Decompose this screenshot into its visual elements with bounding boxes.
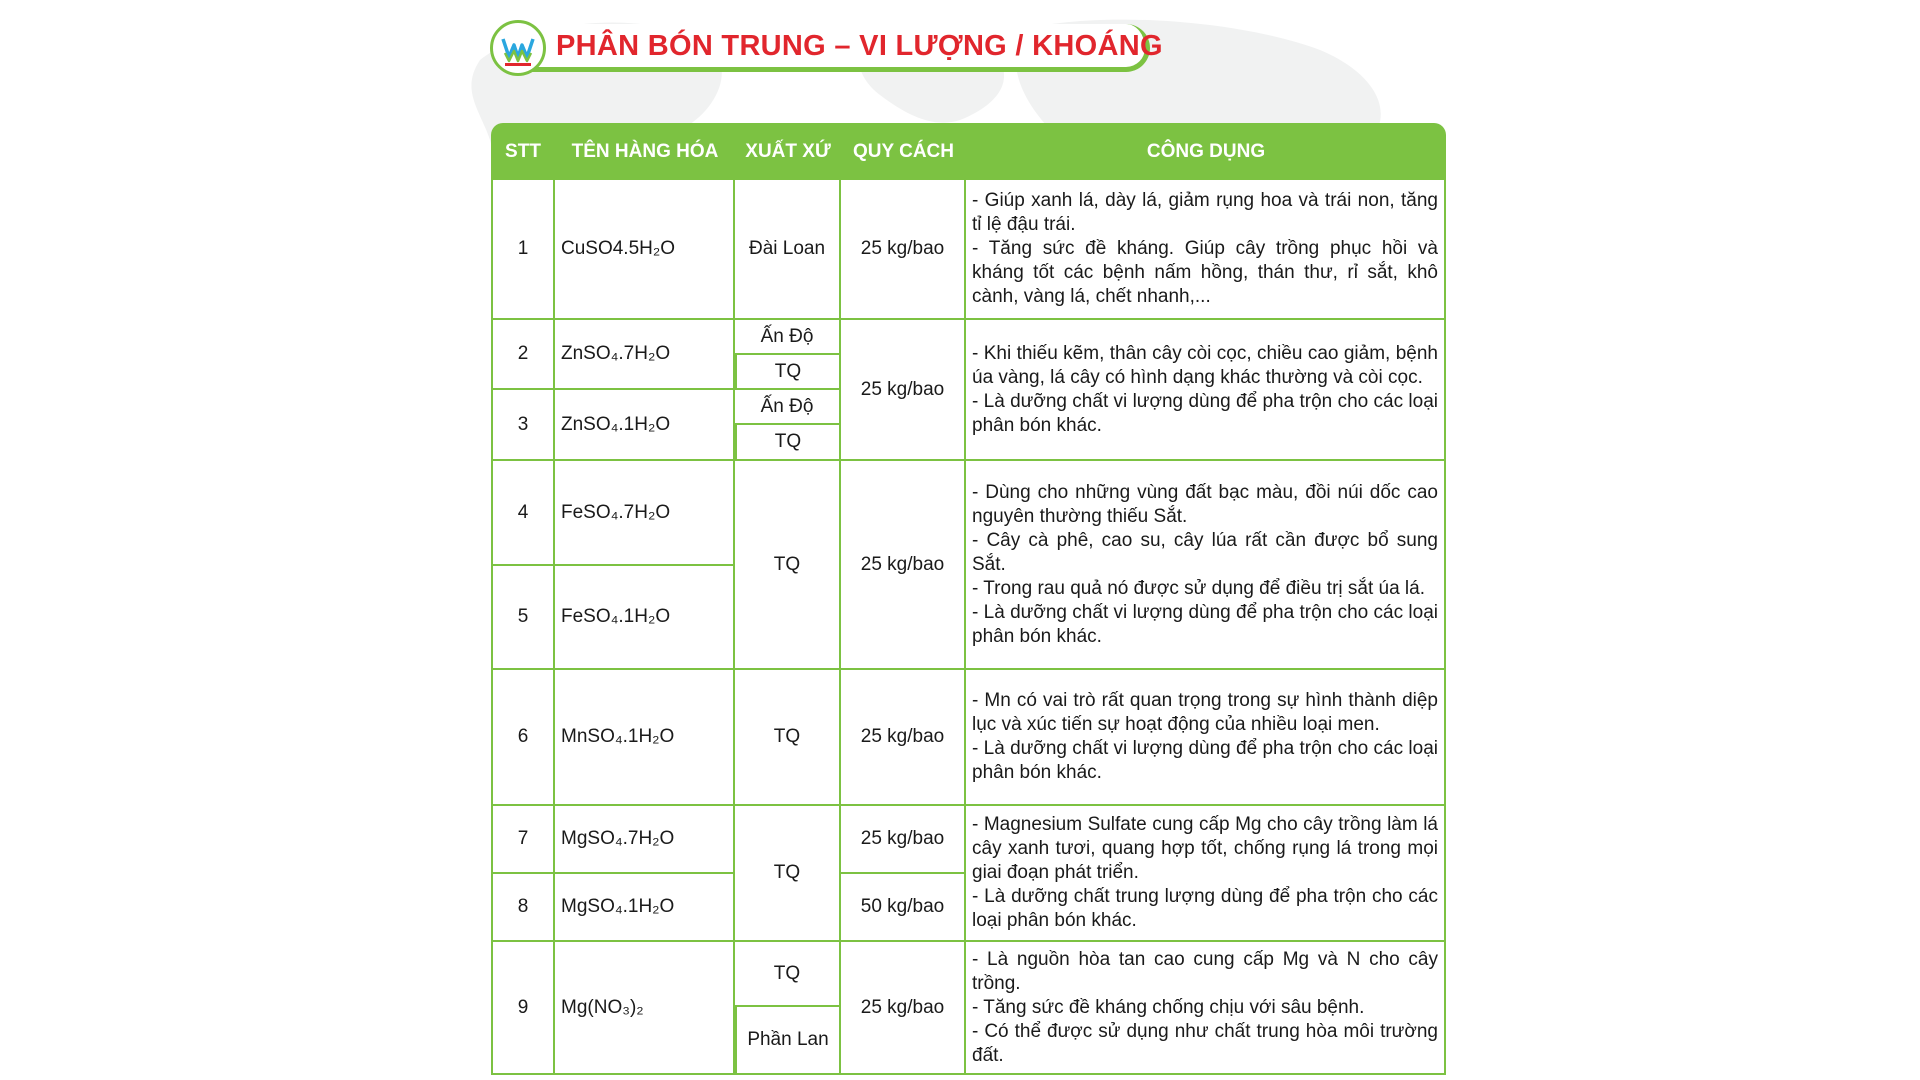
- use-line: - Là dưỡng chất vi lượng dùng để pha trộn cho các loại phân bón khác.: [972, 738, 1438, 783]
- product-table: [491, 123, 1446, 1075]
- cell-origin: TQ: [735, 670, 841, 806]
- cell-use: [966, 180, 1446, 320]
- cell-origin: TQ: [735, 461, 841, 670]
- cell-product-name: CuSO4.5H₂O: [555, 180, 735, 320]
- cell-product-name: MnSO₄.1H₂O: [555, 670, 735, 806]
- use-line: - Là dưỡng chất vi lượng dùng để pha trộn cho các loại phân bón khác.: [972, 601, 1438, 647]
- cell-use: [966, 670, 1446, 806]
- cell-stt: 7: [491, 806, 555, 874]
- cell-origin: TQ: [735, 942, 841, 1007]
- page-title: PHÂN BÓN TRUNG – VI LƯỢNG / KHOÁNG: [556, 30, 1163, 62]
- cell-use: [966, 942, 1446, 1075]
- cell-stt: 3: [491, 390, 555, 461]
- cell-product-name: FeSO₄.7H₂O: [555, 461, 735, 566]
- header-stt: STT: [491, 123, 555, 180]
- use-line: - Tăng sức đề kháng. Giúp cây trồng phục hồi và kháng tốt các bệnh nấm hồng, thán thư, rỉ sắt, khô cành, vàng lá, chết nhanh,...: [972, 238, 1438, 307]
- cell-spec: 25 kg/bao: [841, 180, 966, 320]
- cell-origin: TQ: [735, 355, 841, 390]
- table-row: [491, 670, 1446, 806]
- use-line: - Mn có vai trò rất quan trọng trong sự hình thành diệp lục và xúc tiến sự hoạt động của nhiều loại men.: [972, 690, 1438, 735]
- table-row: [491, 180, 1446, 320]
- cell-spec: 25 kg/bao: [841, 461, 966, 670]
- cell-origin: TQ: [735, 425, 841, 461]
- cell-product-name: ZnSO₄.1H₂O: [555, 390, 735, 461]
- cell-stt: 9: [491, 942, 555, 1075]
- use-line: - Là nguồn hòa tan cao cung cấp Mg và N cho cây trồng.: [972, 948, 1438, 994]
- header-name: TÊN HÀNG HÓA: [555, 123, 735, 180]
- cell-use: [966, 320, 1446, 461]
- cell-origin: TQ: [735, 806, 841, 942]
- cell-product-name: FeSO₄.1H₂O: [555, 566, 735, 670]
- table-header-row: [491, 123, 1446, 180]
- cell-stt: 1: [491, 180, 555, 320]
- table-row: [491, 461, 1446, 566]
- cell-origin: Ấn Độ: [735, 320, 841, 355]
- use-line: - Là dưỡng chất vi lượng dùng để pha trộn cho các loại phân bón khác.: [972, 390, 1438, 436]
- company-logo-icon: [490, 20, 546, 76]
- cell-spec: 25 kg/bao: [841, 320, 966, 461]
- header-origin: XUẤT XỨ: [735, 123, 841, 180]
- header-use: CÔNG DỤNG: [966, 123, 1446, 180]
- use-line: - Trong rau quả nó được sử dụng để điều trị sắt úa lá.: [972, 577, 1425, 599]
- cell-use: [966, 806, 1446, 942]
- table-row: [491, 942, 1446, 1007]
- header-spec: QUY CÁCH: [841, 123, 966, 180]
- cell-product-name: MgSO₄.7H₂O: [555, 806, 735, 874]
- cell-spec: 25 kg/bao: [841, 806, 966, 874]
- cell-spec: 25 kg/bao: [841, 942, 966, 1075]
- cell-stt: 5: [491, 566, 555, 670]
- use-line: - Là dưỡng chất trung lượng dùng để pha trộn cho các loại phân bón khác.: [972, 886, 1438, 931]
- use-line: - Khi thiếu kẽm, thân cây còi cọc, chiều cao giảm, bệnh úa vàng, lá cây có hình dạng khác thường và còi cọc.: [972, 342, 1438, 388]
- cell-origin: Ấn Độ: [735, 390, 841, 425]
- use-line: - Cây cà phê, cao su, cây lúa rất cần được bổ sung Sắt.: [972, 529, 1438, 575]
- cell-product-name: MgSO₄.1H₂O: [555, 874, 735, 942]
- cell-origin: Đài Loan: [735, 180, 841, 320]
- cell-stt: 4: [491, 461, 555, 566]
- cell-origin: Phần Lan: [735, 1007, 841, 1075]
- cell-spec: 25 kg/bao: [841, 670, 966, 806]
- cell-use: [966, 461, 1446, 670]
- use-line: - Có thể được sử dụng như chất trung hòa môi trường đất.: [972, 1020, 1438, 1066]
- title-banner: [490, 20, 1170, 78]
- use-line: - Magnesium Sulfate cung cấp Mg cho cây trồng làm lá cây xanh tươi, quang hợp tốt, chống rụng lá trong mọi giai đoạn phát triển.: [972, 814, 1438, 883]
- cell-stt: 2: [491, 320, 555, 390]
- use-line: - Tăng sức đề kháng chống chịu với sâu bệnh.: [972, 996, 1365, 1018]
- cell-stt: 6: [491, 670, 555, 806]
- use-line: - Dùng cho những vùng đất bạc màu, đồi núi dốc cao nguyên thường thiếu Sắt.: [972, 481, 1438, 527]
- use-line: - Giúp xanh lá, dày lá, giảm rụng hoa và trái non, tăng tỉ lệ đậu trái.: [972, 190, 1438, 235]
- table-row: [491, 806, 1446, 874]
- cell-product-name: ZnSO₄.7H₂O: [555, 320, 735, 390]
- cell-stt: 8: [491, 874, 555, 942]
- cell-product-name: Mg(NO₃)₂: [555, 942, 735, 1075]
- table-row: [491, 320, 1446, 355]
- cell-spec: 50 kg/bao: [841, 874, 966, 942]
